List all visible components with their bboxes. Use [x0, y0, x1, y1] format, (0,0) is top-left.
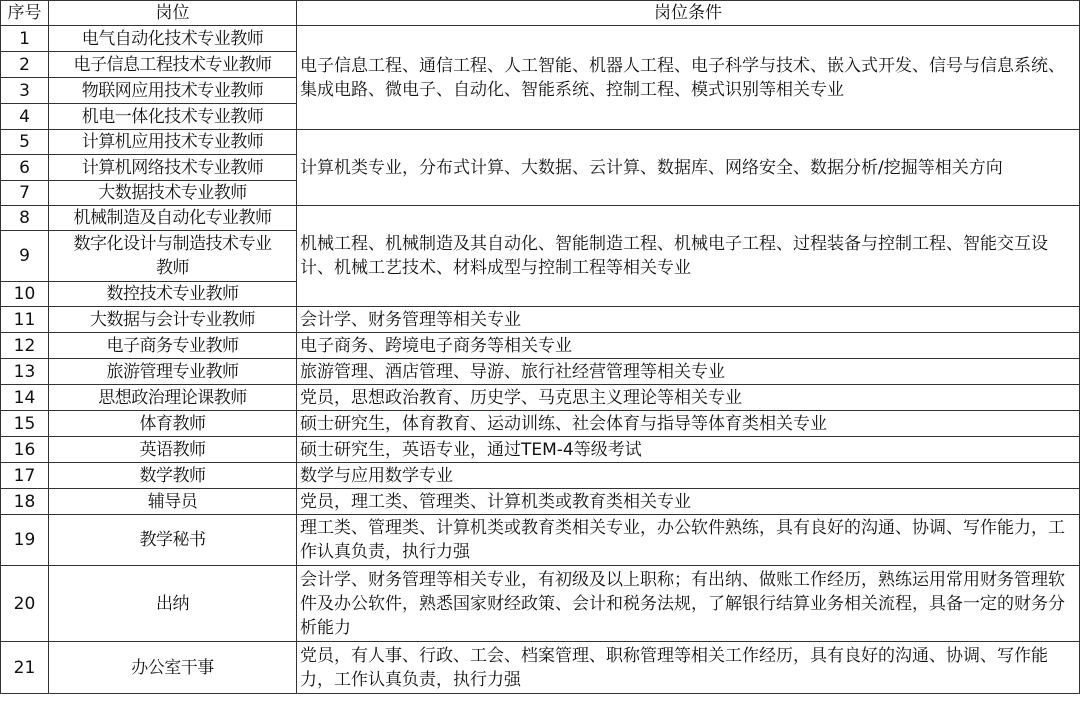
row-conditions: 电子信息工程、通信工程、人工智能、机器人工程、电子科学与技术、嵌入式开发、信号与信息系统、集成电路、微电子、自动化、智能系统、控制工程、模式识别等相关专业	[297, 26, 1080, 130]
row-conditions: 硕士研究生，英语专业，通过TEM-4等级考试	[297, 437, 1080, 463]
row-position: 出纳	[49, 566, 297, 642]
row-num: 3	[1, 78, 49, 104]
table-row	[1, 489, 1080, 515]
row-position: 电子商务专业教师	[49, 333, 297, 359]
table-row	[1, 642, 1080, 694]
row-conditions: 计算机类专业，分布式计算、大数据、云计算、数据库、网络安全、数据分析/挖掘等相关方向	[297, 130, 1080, 206]
table-row	[1, 437, 1080, 463]
header-row	[1, 1, 1080, 26]
table-row	[1, 566, 1080, 642]
row-num: 2	[1, 52, 49, 78]
row-num: 12	[1, 333, 49, 359]
table-row	[1, 206, 1080, 231]
row-position: 旅游管理专业教师	[49, 359, 297, 385]
row-position: 大数据技术专业教师	[49, 181, 297, 206]
row-conditions: 硕士研究生，体育教育、运动训练、社会体育与指导等体育类相关专业	[297, 411, 1080, 437]
header-num: 序号	[1, 1, 49, 26]
table-row	[1, 411, 1080, 437]
table-row	[1, 515, 1080, 566]
row-position: 大数据与会计专业教师	[49, 307, 297, 333]
row-conditions: 党员，理工类、管理类、计算机类或教育类相关专业	[297, 489, 1080, 515]
row-position: 计算机网络技术专业教师	[49, 155, 297, 181]
table-row	[1, 463, 1080, 489]
table-row	[1, 130, 1080, 155]
row-conditions: 电子商务、跨境电子商务等相关专业	[297, 333, 1080, 359]
row-num: 8	[1, 206, 49, 231]
row-num: 16	[1, 437, 49, 463]
table-row	[1, 333, 1080, 359]
row-position: 教学秘书	[49, 515, 297, 566]
table-row	[1, 307, 1080, 333]
row-num: 9	[1, 231, 49, 282]
row-num: 21	[1, 642, 49, 694]
row-num: 17	[1, 463, 49, 489]
row-num: 5	[1, 130, 49, 155]
row-conditions: 旅游管理、酒店管理、导游、旅行社经营管理等相关专业	[297, 359, 1080, 385]
row-num: 11	[1, 307, 49, 333]
row-position: 辅导员	[49, 489, 297, 515]
row-conditions: 党员，思想政治教育、历史学、马克思主义理论等相关专业	[297, 385, 1080, 411]
row-num: 10	[1, 282, 49, 307]
row-conditions: 机械工程、机械制造及其自动化、智能制造工程、机械电子工程、过程装备与控制工程、智能交互设计、机械工艺技术、材料成型与控制工程等相关专业	[297, 206, 1080, 307]
table-row	[1, 359, 1080, 385]
row-position: 英语教师	[49, 437, 297, 463]
row-conditions: 会计学、财务管理等相关专业，有初级及以上职称；有出纳、做账工作经历，熟练运用常用财务管理软件及办公软件，熟悉国家财经政策、会计和税务法规，了解银行结算业务相关流程，具备一定的财务分析能力	[297, 566, 1080, 642]
row-position: 数学教师	[49, 463, 297, 489]
row-num: 18	[1, 489, 49, 515]
table-row	[1, 26, 1080, 52]
row-position: 体育教师	[49, 411, 297, 437]
table-row	[1, 385, 1080, 411]
row-conditions: 会计学、财务管理等相关专业	[297, 307, 1080, 333]
row-num: 6	[1, 155, 49, 181]
row-num: 20	[1, 566, 49, 642]
row-num: 19	[1, 515, 49, 566]
header-position: 岗位	[49, 1, 297, 26]
row-num: 15	[1, 411, 49, 437]
row-position: 物联网应用技术专业教师	[49, 78, 297, 104]
row-position: 机械制造及自动化专业教师	[49, 206, 297, 231]
row-conditions: 数学与应用数学专业	[297, 463, 1080, 489]
row-position: 数控技术专业教师	[49, 282, 297, 307]
row-num: 13	[1, 359, 49, 385]
row-position: 办公室干事	[49, 642, 297, 694]
row-position: 电子信息工程技术专业教师	[49, 52, 297, 78]
row-position: 计算机应用技术专业教师	[49, 130, 297, 155]
row-position: 思想政治理论课教师	[49, 385, 297, 411]
row-position: 机电一体化技术专业教师	[49, 104, 297, 130]
header-conditions: 岗位条件	[297, 1, 1080, 26]
row-position: 数字化设计与制造技术专业教师	[49, 231, 297, 282]
row-num: 14	[1, 385, 49, 411]
row-num: 4	[1, 104, 49, 130]
row-num: 1	[1, 26, 49, 52]
row-conditions: 理工类、管理类、计算机类或教育类相关专业，办公软件熟练，具有良好的沟通、协调、写作能力，工作认真负责，执行力强	[297, 515, 1080, 566]
row-num: 7	[1, 181, 49, 206]
row-conditions: 党员，有人事、行政、工会、档案管理、职称管理等相关工作经历，具有良好的沟通、协调、写作能力，工作认真负责，执行力强	[297, 642, 1080, 694]
row-position: 电气自动化技术专业教师	[49, 26, 297, 52]
